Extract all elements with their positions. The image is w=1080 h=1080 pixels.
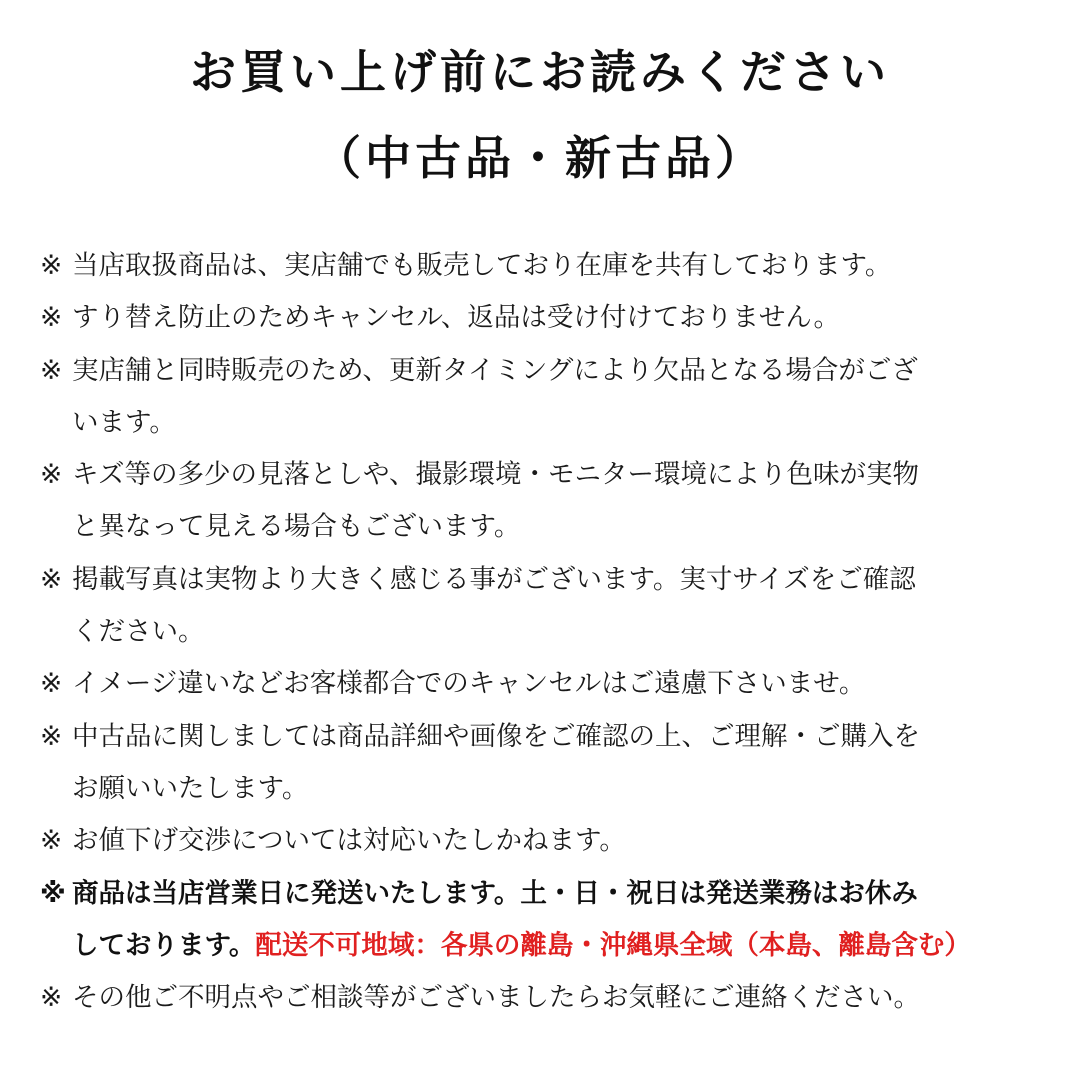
note-text: イメージ違いなどお客様都合でのキャンセルはご遠慮下さいませ。 [72,668,866,700]
note-text-continued: います。 [72,406,176,438]
note-item [40,815,1040,867]
note-mark: ※ [40,825,63,857]
note-item [40,240,1040,292]
note-mark: ※ [40,459,63,491]
note-item [40,345,1040,450]
note-text-continued: お願いいたします。 [72,772,309,804]
note-text-continued: ください。 [72,616,205,648]
note-item [40,554,1040,659]
shipping-note-prefix: しております。 [72,929,256,961]
note-text: その他ご不明点やご相談等がございましたらお気軽にご連絡ください。 [72,982,920,1014]
note-text: お値下げ交渉については対応いたしかねます。 [72,825,626,857]
note-mark: ※ [40,563,63,595]
note-mark: ※ [40,720,63,752]
note-item [40,292,1040,344]
note-text: 実店舗と同時販売のため、更新タイミングにより欠品となる場合がござ [72,354,918,386]
note-text-continued: と異なって見える場合もございます。 [72,511,521,543]
shipping-note-line2 [72,920,1040,972]
notes-list [40,240,1040,1024]
shipping-note [40,868,1040,973]
shipping-note-text: 商品は当店営業日に発送いたします。土・日・祝日は発送業務はお休み [72,877,918,909]
note-text: キズ等の多少の見落としや、撮影環境・モニター環境により色味が実物 [72,459,919,491]
note-text: 中古品に関しましては商品詳細や画像をご確認の上、ご理解・ご購入を [72,720,920,752]
note-item-contact [40,972,1040,1024]
note-text: 掲載写真は実物より大きく感じる事がございます。実寸サイズをご確認 [72,563,916,595]
note-item [40,711,1040,816]
note-mark: ※ [40,250,63,281]
note-item [40,658,1040,710]
notice-title: お買い上げ前にお読みください [190,45,890,99]
note-mark: ※ [40,982,63,1014]
undeliverable-areas-warning: 配送不可地域：各県の離島・沖縄県全域（本島、離島含む） [255,929,971,961]
note-mark: ※ [40,354,63,386]
note-text: すり替え防止のためキャンセル、返品は受け付けておりません。 [72,302,840,334]
note-text: 当店取扱商品は、実店舗でも販売しており在庫を共有しております。 [72,250,892,281]
note-mark: ※ [40,877,66,909]
note-mark: ※ [40,302,63,334]
note-mark: ※ [40,668,63,700]
notice-subtitle: （中古品・新古品） [315,131,765,185]
note-item [40,449,1040,554]
